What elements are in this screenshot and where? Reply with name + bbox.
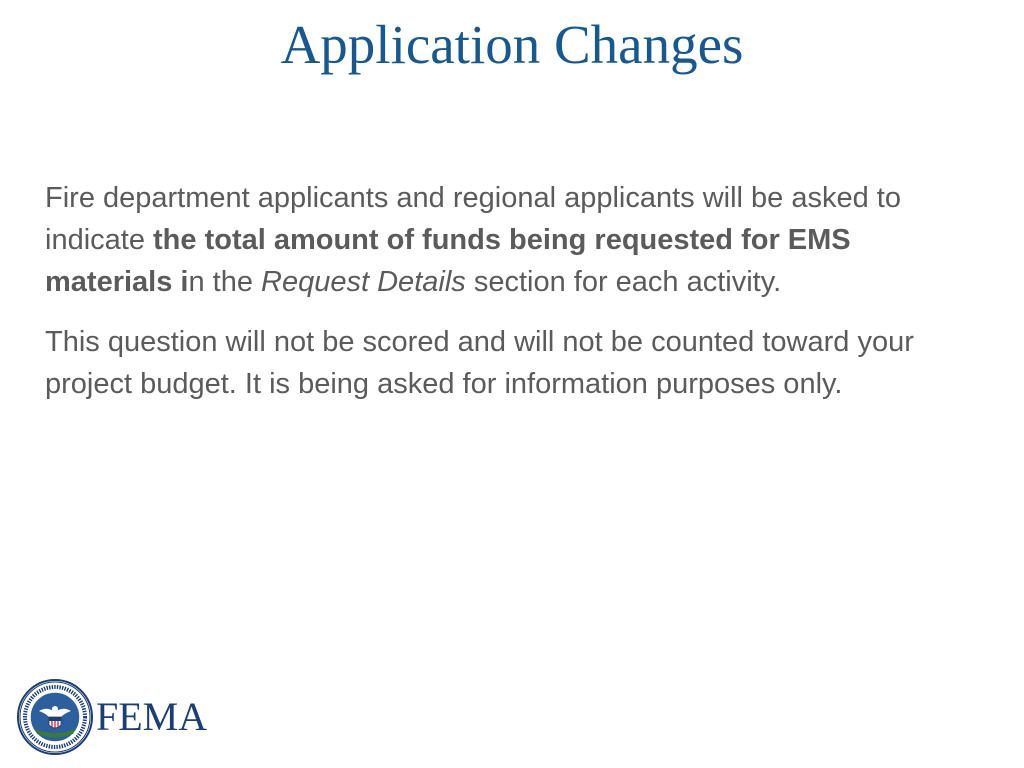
dhs-seal-icon (17, 679, 93, 755)
paragraph-1-text-a: Fire department applicants and regional applicants will be asked to indicate (45, 182, 901, 256)
paragraph-not-scored: This question will not be scored and will not be counted toward your project budget. It is being asked for information purposes only. (45, 326, 914, 400)
slide-body (45, 177, 985, 423)
paragraph-1-text-b: n the (188, 266, 262, 298)
paragraph-1-bold-text: the total amount of funds being requested for EMS materials i (45, 224, 851, 298)
paragraph-1-italic-text: Request Details (261, 266, 466, 298)
fema-logo (17, 679, 207, 755)
slide-title: Application Changes (280, 14, 744, 75)
paragraph-1-text-c: section for each activity. (465, 266, 782, 298)
paragraph-ems-funds (45, 177, 985, 303)
fema-wordmark: FEMA (96, 694, 208, 739)
